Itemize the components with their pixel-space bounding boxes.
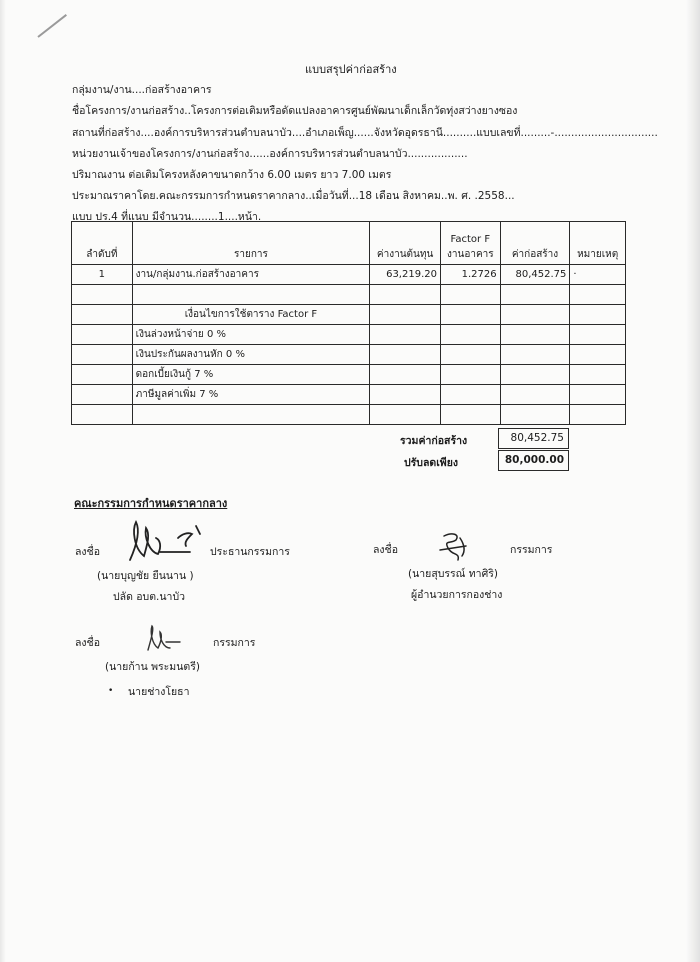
- owner-agency-line: หน่วยงานเจ้าของโครงการ/งานก่อสร้าง......องค์การบริหารส่วนตำบลนาบัว..................: [72, 148, 468, 160]
- location-line: สถานที่ก่อสร้าง....องค์การบริหารส่วนตำบลนาบัว....อำเภอเพ็ญ......จังหวัดอุดรธานี..........แบบเลขที่.........-...............................: [72, 127, 658, 139]
- sign-prefix: ลงชื่อ: [75, 637, 100, 649]
- row-cost: [370, 365, 441, 385]
- bullet-mark: •: [108, 686, 114, 696]
- signature-1: [120, 512, 210, 570]
- header-remark: หมายเหตุ: [570, 222, 626, 265]
- row-factor: [440, 325, 500, 345]
- table-row: [72, 325, 626, 345]
- row-factor: [440, 305, 500, 325]
- row-factor: [440, 345, 500, 365]
- header-total: ค่าก่อสร้าง: [500, 222, 570, 265]
- row-total: [500, 325, 570, 345]
- table-row: [72, 405, 626, 425]
- member-name: (นายสุบรรณ์ ทาศิริ): [408, 568, 498, 580]
- row-total: [500, 285, 570, 305]
- rounded-label: ปรับลดเพียง: [404, 457, 459, 469]
- row-no: [72, 345, 133, 365]
- sum-label: รวมค่าก่อสร้าง: [400, 435, 468, 447]
- project-name-line: ชื่อโครงการ/งานก่อสร้าง..โครงการต่อเติมหรือดัดแปลงอาคารศูนย์พัฒนาเด็กเล็กวัดทุ่งสว่างยางซอง: [72, 105, 518, 117]
- row-cost: [370, 345, 441, 365]
- rounded-value: 80,000.00: [498, 450, 569, 471]
- row-total: [500, 305, 570, 325]
- table-header-row: [72, 222, 626, 265]
- row-remark: [570, 405, 626, 425]
- sign-prefix: ลงชื่อ: [373, 544, 398, 556]
- row-remark: ·: [570, 265, 626, 285]
- row-factor: [440, 385, 500, 405]
- table-row: [72, 385, 626, 405]
- cost-summary-table: [71, 221, 626, 425]
- row-total: [500, 405, 570, 425]
- row-item: งาน/กลุ่มงาน.ก่อสร้างอาคาร: [132, 265, 370, 285]
- header-factor-line2: งานอาคาร: [446, 249, 494, 260]
- page-edge-shadow: [686, 0, 700, 962]
- row-remark: [570, 325, 626, 345]
- member-role: ประธานกรรมการ: [210, 546, 290, 558]
- header-no: ลำดับที่: [72, 222, 133, 265]
- row-cost: 63,219.20: [370, 265, 441, 285]
- row-cost: [370, 305, 441, 325]
- row-remark: [570, 345, 626, 365]
- row-no: [72, 365, 133, 385]
- signature-3: [140, 622, 188, 656]
- header-factor-line1: Factor F: [450, 234, 491, 245]
- sum-value: 80,452.75: [498, 428, 569, 449]
- row-factor: 1.2726: [440, 265, 500, 285]
- row-remark: [570, 285, 626, 305]
- page-edge-shadow-left: [0, 0, 6, 962]
- row-item: ภาษีมูลค่าเพิ่ม 7 %: [132, 385, 370, 405]
- row-cost: [370, 285, 441, 305]
- row-item: [132, 285, 370, 305]
- row-cost: [370, 385, 441, 405]
- member-position: นายช่างโยธา: [128, 686, 190, 698]
- row-cost: [370, 405, 441, 425]
- table-row: [72, 265, 626, 285]
- work-quantity-line: ปริมาณงาน ต่อเติมโครงหลังคาขนาดกว้าง 6.00 เมตร ยาว 7.00 เมตร: [72, 169, 392, 181]
- work-group-line: กลุ่มงาน/งาน....ก่อสร้างอาคาร: [72, 84, 212, 96]
- table-row: [72, 365, 626, 385]
- row-total: 80,452.75: [500, 265, 570, 285]
- sign-prefix: ลงชื่อ: [75, 546, 100, 558]
- table-row: [72, 345, 626, 365]
- member-role: กรรมการ: [510, 544, 553, 556]
- row-no: [72, 405, 133, 425]
- committee-heading: คณะกรรมการกำหนดราคากลาง: [74, 497, 228, 510]
- row-item: เงื่อนไขการใช้ตาราง Factor F: [132, 305, 370, 325]
- signature-2: [430, 528, 478, 568]
- row-remark: [570, 365, 626, 385]
- row-no: 1: [72, 265, 133, 285]
- member-name: (นายก้าน พระมนตรี): [105, 661, 200, 673]
- estimate-by-line: ประมาณราคาโดย.คณะกรรมการกำหนดราคากลาง..เมื่อวันที่...18 เดือน สิงหาคม..พ. ศ. .2558...: [72, 190, 515, 202]
- row-item: [132, 405, 370, 425]
- row-item: เงินล่วงหน้าจ่าย 0 %: [132, 325, 370, 345]
- member-position: ผู้อำนวยการกองช่าง: [411, 589, 503, 601]
- row-no: [72, 305, 133, 325]
- row-factor: [440, 365, 500, 385]
- header-factor: [440, 222, 500, 265]
- row-item: ดอกเบี้ยเงินกู้ 7 %: [132, 365, 370, 385]
- header-cost: ค่างานต้นทุน: [370, 222, 441, 265]
- member-role: กรรมการ: [213, 637, 256, 649]
- row-remark: [570, 305, 626, 325]
- header-item: รายการ: [132, 222, 370, 265]
- row-no: [72, 285, 133, 305]
- table-row: [72, 285, 626, 305]
- row-remark: [570, 385, 626, 405]
- row-total: [500, 365, 570, 385]
- document-title: แบบสรุปค่าก่อสร้าง: [305, 63, 397, 76]
- member-name: (นายบุญชัย ยืนนาน ): [97, 570, 194, 582]
- row-factor: [440, 285, 500, 305]
- row-total: [500, 385, 570, 405]
- row-no: [72, 325, 133, 345]
- row-total: [500, 345, 570, 365]
- row-no: [72, 385, 133, 405]
- member-position: ปลัด อบต.นาบัว: [113, 591, 186, 603]
- attachment-line: แบบ ปร.4 ที่แนบ มีจำนวน........1....หน้า.: [72, 211, 262, 223]
- table-row: [72, 305, 626, 325]
- row-factor: [440, 405, 500, 425]
- row-cost: [370, 325, 441, 345]
- row-item: เงินประกันผลงานหัก 0 %: [132, 345, 370, 365]
- fold-mark: [37, 14, 67, 38]
